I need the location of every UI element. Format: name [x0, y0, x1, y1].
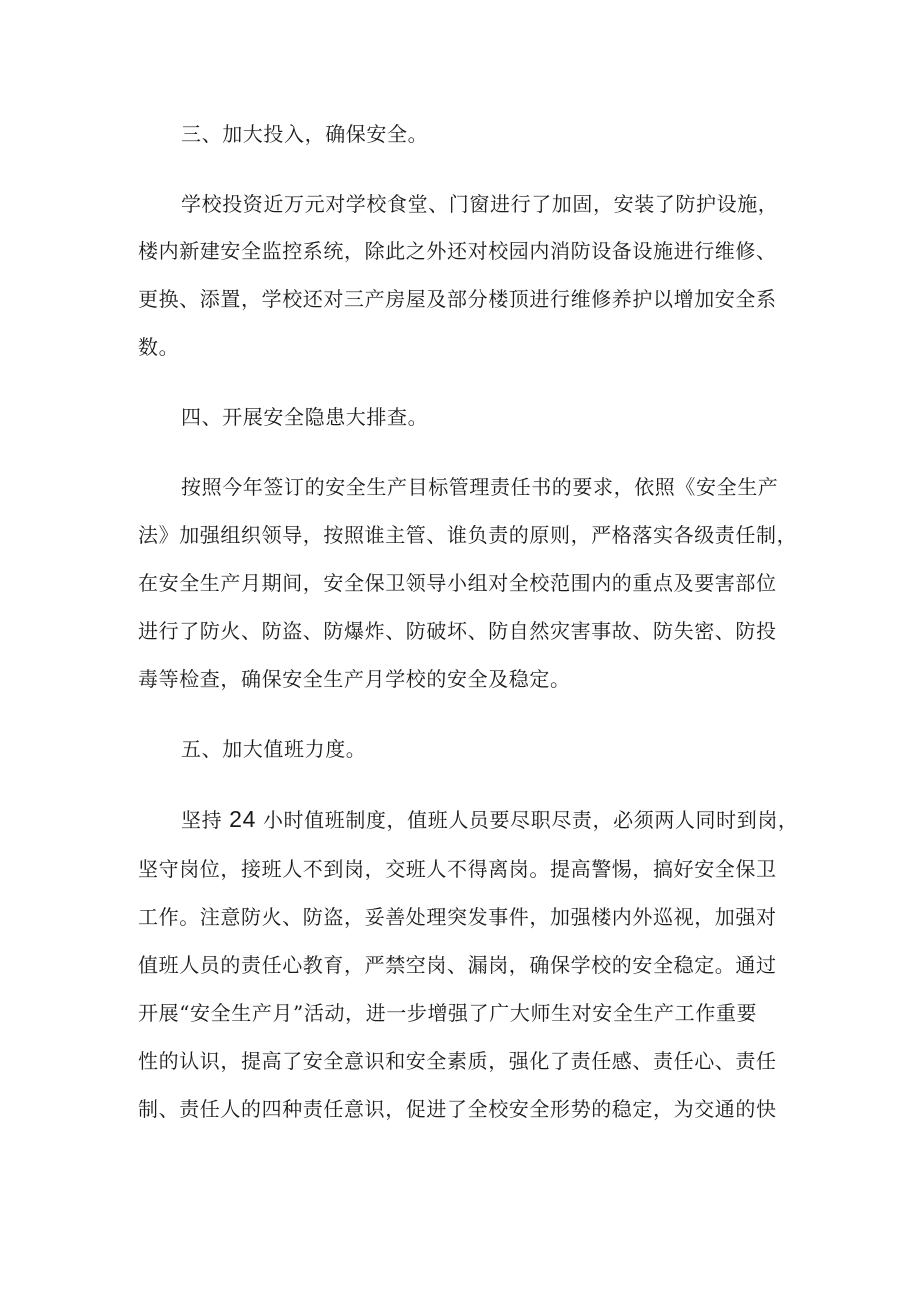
paragraph-first-line	[181, 805, 821, 834]
paragraph-line: 更换、添置，学校还对三产房屋及部分楼顶进行维修养护以增加安全系	[138, 287, 777, 311]
paragraph-line: 法》加强组织领导，按照谁主管、谁负责的原则，严格落实各级责任制，	[138, 523, 798, 547]
paragraph-line: 制、责任人的四种责任意识，促进了全校安全形势的稳定，为交通的快	[138, 1097, 777, 1121]
section-heading: 五、加大值班力度。	[181, 737, 367, 761]
duty-hours-number: 24	[229, 806, 256, 832]
paragraph-line: 在安全生产月期间，安全保卫领导小组对全校范围内的重点及要害部位	[138, 571, 777, 595]
line-rest: 小时值班制度，值班人员要尽职尽责，必须两人同时到岗，	[262, 808, 799, 832]
line-prefix: 坚持	[181, 808, 223, 832]
paragraph-line: 毒等检查，确保安全生产月学校的安全及稳定。	[138, 667, 571, 691]
paragraph-line: 按照今年签订的安全生产目标管理责任书的要求，依照《安全生产	[181, 475, 779, 499]
paragraph-line: 开展“安全生产月”活动，进一步增强了广大师生对安全生产工作重要	[138, 1001, 758, 1025]
paragraph-line: 性的认识，提高了安全意识和安全素质，强化了责任感、责任心、责任	[138, 1049, 777, 1073]
section-heading: 三、加大投入，确保安全。	[181, 122, 429, 146]
paragraph-line: 学校投资近万元对学校食堂、门窗进行了加固，安装了防护设施，	[181, 192, 779, 216]
paragraph-line: 楼内新建安全监控系统，除此之外还对校园内消防设备设施进行维修、	[138, 239, 777, 263]
section-heading: 四、开展安全隐患大排查。	[181, 405, 429, 429]
paragraph-line: 坚守岗位，接班人不到岗，交班人不得离岗。提高警惕，搞好安全保卫	[138, 857, 777, 881]
paragraph-line: 数。	[138, 335, 180, 359]
paragraph-line: 值班人员的责任心教育，严禁空岗、漏岗，确保学校的安全稳定。通过	[138, 953, 777, 977]
paragraph-line: 进行了防火、防盗、防爆炸、防破坏、防自然灾害事故、防失密、防投	[138, 619, 777, 643]
paragraph-line: 工作。注意防火、防盗，妥善处理突发事件，加强楼内外巡视，加强对	[138, 905, 777, 929]
